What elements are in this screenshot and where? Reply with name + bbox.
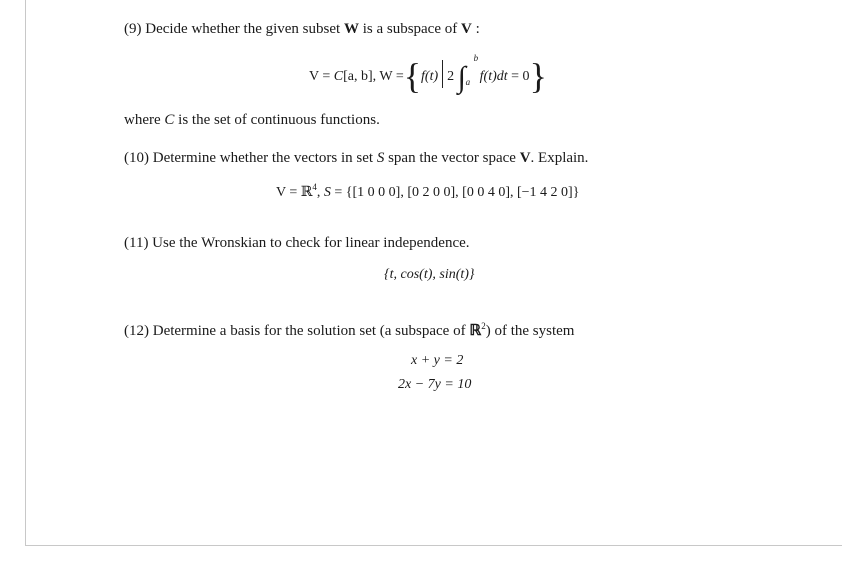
q9-eq-ab: [a, b], (343, 69, 380, 84)
q10-eq-S: S (323, 185, 331, 200)
integral-sign: ∫ (457, 61, 466, 94)
question-11-text: (11) Use the Wronskian to check for linear independence. (124, 235, 470, 251)
question-12-text (124, 321, 574, 340)
q9-eq-ft: f(t) (421, 69, 439, 84)
question-10-equation: V = ℝ$^4$, S = {[1 0 0 0], [0 2 0 0], [0 0 4 0], [−1 4 2 0]} (276, 182, 580, 200)
q12-sup: 2 (481, 321, 486, 331)
q9-note-pre: where (124, 112, 165, 128)
q9-V: V (461, 21, 472, 37)
set-bar (442, 60, 443, 88)
q9-eq-C: C (333, 69, 344, 84)
q10-S: S (376, 150, 385, 166)
q9-eq-W: W = (379, 69, 404, 84)
q9-mid: is a subspace of (358, 21, 461, 37)
q9-note-C: C (164, 112, 175, 128)
q12-suffix: ) of the system (485, 323, 575, 339)
integral (457, 53, 480, 95)
q10-prefix: (10) Determine whether the vectors in set (124, 150, 377, 166)
q9-eq-rhs: = 0 (507, 69, 530, 84)
q12-R: ℝ (469, 323, 482, 339)
q9-prefix: (9) Decide whether the given subset (124, 21, 344, 37)
question-12-eq2 (398, 377, 471, 393)
question-10-text (124, 150, 588, 167)
q9-eq-integrand: f(t)dt (479, 69, 508, 84)
q10-eq-sup: 4 (312, 182, 317, 192)
q9-eq-2: 2 (447, 69, 455, 84)
q11-set-text: {t, cos(t), sin(t)} (384, 267, 475, 282)
q12-eq1-text: x + y = 2 (411, 353, 464, 368)
document-page (25, 0, 842, 546)
q10-mid: span the vector space (384, 150, 520, 166)
q12-eq2-text: 2x − 7y = 10 (398, 377, 472, 392)
q9-W: W (343, 21, 359, 37)
right-brace: } (529, 56, 547, 96)
q9-suffix: : (471, 21, 480, 37)
q10-eq-rest: = {[1 0 0 0], [0 2 0 0], [0 0 4 0], [−1 4 2 0]} (330, 185, 580, 200)
integral-lower: a (465, 77, 471, 87)
q10-suffix: . Explain. (530, 150, 589, 166)
integral-upper: b (473, 53, 479, 63)
question-9-note (124, 112, 380, 129)
question-12-eq1 (411, 353, 463, 369)
question-9-equation (309, 53, 547, 96)
q9-eq-left: V = (309, 69, 334, 84)
q10-V: V (519, 150, 531, 166)
q9-note-post: is the set of continuous functions. (174, 112, 380, 128)
q10-eq-left: V = ℝ (276, 185, 313, 200)
q12-prefix: (12) Determine a basis for the solution set (a subspace of (124, 323, 470, 339)
question-9-text (124, 21, 480, 38)
left-brace: { (403, 56, 422, 96)
question-11-set (384, 267, 475, 283)
